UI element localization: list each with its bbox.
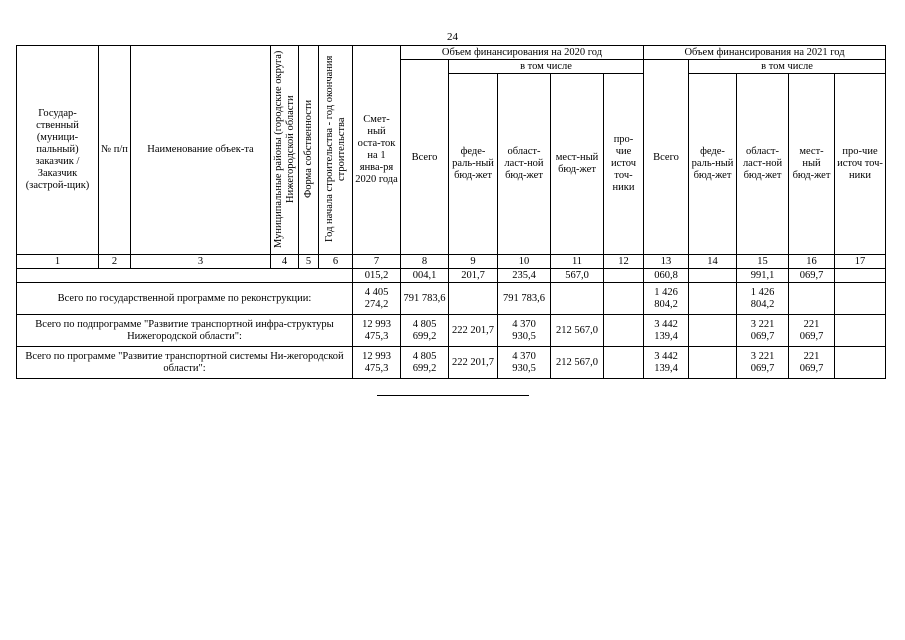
funding-table [16,45,886,379]
header-object-name: Наименование объек-та [131,46,271,255]
header-including-2020: в том числе [449,60,644,74]
cell-regional-2021: 1 426 804,2 [737,283,789,315]
cell-federal-2021 [689,269,737,283]
column-number: 8 [401,255,449,269]
cell-total-2020: 004,1 [401,269,449,283]
header-total-2021: Всего [644,60,689,255]
cell-total-2021: 060,8 [644,269,689,283]
cell-regional-2020: 4 370 930,5 [498,347,551,379]
column-number: 12 [604,255,644,269]
cell-other-2020 [604,283,644,315]
cell-local-2021: 069,7 [789,269,835,283]
row-label: Всего по государственной программе по реконструкции: [17,283,353,315]
cell-estimate: 4 405 274,2 [353,283,401,315]
header-customer: Государ-ственный (муници-пальный) заказчик / Заказчик (застрой-щик) [17,46,99,255]
header-regional-2020: област-ласт-ной бюд-жет [498,74,551,255]
cell-local-2021: 221 069,7 [789,315,835,347]
header-local-2020: мест-ный бюд-жет [551,74,604,255]
cell-estimate: 12 993 475,3 [353,347,401,379]
cell-regional-2021: 3 221 069,7 [737,347,789,379]
header-including-2021: в том числе [689,60,886,74]
cell-federal-2021 [689,347,737,379]
footer-divider [377,395,529,396]
header-total-2020: Всего [401,60,449,255]
cell-federal-2020: 222 201,7 [449,347,498,379]
table-row [17,315,886,347]
cell-estimate: 015,2 [353,269,401,283]
header-regional-2021: област-ласт-ной бюд-жет [737,74,789,255]
column-numbers-row [17,255,886,269]
column-number: 16 [789,255,835,269]
cell-regional-2020: 235,4 [498,269,551,283]
column-number: 2 [99,255,131,269]
row-label: Всего по программе "Развитие транспортной системы Ни-жегородской области": [17,347,353,379]
cell-local-2020: 567,0 [551,269,604,283]
cell-federal-2020 [449,283,498,315]
cell-local-2020: 212 567,0 [551,315,604,347]
column-number: 15 [737,255,789,269]
column-number: 13 [644,255,689,269]
cell-federal-2021 [689,283,737,315]
column-number: 4 [271,255,299,269]
header-estimate: Смет-ный оста-ток на 1 янва-ря 2020 года [353,46,401,255]
cell-local-2021: 221 069,7 [789,347,835,379]
column-number: 14 [689,255,737,269]
header-funding-2021: Объем финансирования на 2021 год [644,46,886,60]
row-label: Всего по подпрограмме "Развитие транспортной инфра-структуры Нижегородской области": [17,315,353,347]
header-num: № п/п [99,46,131,255]
cell-regional-2021: 3 221 069,7 [737,315,789,347]
cell-regional-2020: 791 783,6 [498,283,551,315]
cell-local-2020 [551,283,604,315]
cell-other-2021 [835,283,886,315]
cell-other-2021 [835,315,886,347]
column-number: 10 [498,255,551,269]
cell-regional-2020: 4 370 930,5 [498,315,551,347]
cell-local-2021 [789,283,835,315]
column-number: 5 [299,255,319,269]
header-funding-2020: Объем финансирования на 2020 год [401,46,644,60]
cell-federal-2020: 201,7 [449,269,498,283]
cell-total-2020: 4 805 699,2 [401,347,449,379]
table-row [17,283,886,315]
header-other-2020: про-чие источ точ-ники [604,74,644,255]
cell-total-2020: 791 783,6 [401,283,449,315]
table-row [17,269,886,283]
cell-other-2020 [604,269,644,283]
cell-total-2020: 4 805 699,2 [401,315,449,347]
cell-other-2021 [835,269,886,283]
header-local-2021: мест-ный бюд-жет [789,74,835,255]
page-number: 24 [447,31,458,43]
cell-estimate: 12 993 475,3 [353,315,401,347]
header-years: Год начала строительства - год окончания строительства [319,46,353,255]
header-federal-2021: феде-раль-ный бюд-жет [689,74,737,255]
column-number: 11 [551,255,604,269]
column-number: 7 [353,255,401,269]
header-federal-2020: феде-раль-ный бюд-жет [449,74,498,255]
cell-total-2021: 3 442 139,4 [644,315,689,347]
cell-total-2021: 1 426 804,2 [644,283,689,315]
header-ownership: Форма собственности [299,46,319,255]
cell-total-2021: 3 442 139,4 [644,347,689,379]
cell-other-2021 [835,347,886,379]
cell-other-2020 [604,347,644,379]
cell-other-2020 [604,315,644,347]
cell-federal-2021 [689,315,737,347]
cell-federal-2020: 222 201,7 [449,315,498,347]
header-other-2021: про-чие источ точ-ники [835,74,886,255]
cell-local-2020: 212 567,0 [551,347,604,379]
row-label [17,269,353,283]
header-municipal: Муниципальные районы (городские округа) Нижегородской области [271,46,299,255]
table-row [17,347,886,379]
column-number: 9 [449,255,498,269]
cell-regional-2021: 991,1 [737,269,789,283]
column-number: 3 [131,255,271,269]
column-number: 1 [17,255,99,269]
column-number: 6 [319,255,353,269]
column-number: 17 [835,255,886,269]
